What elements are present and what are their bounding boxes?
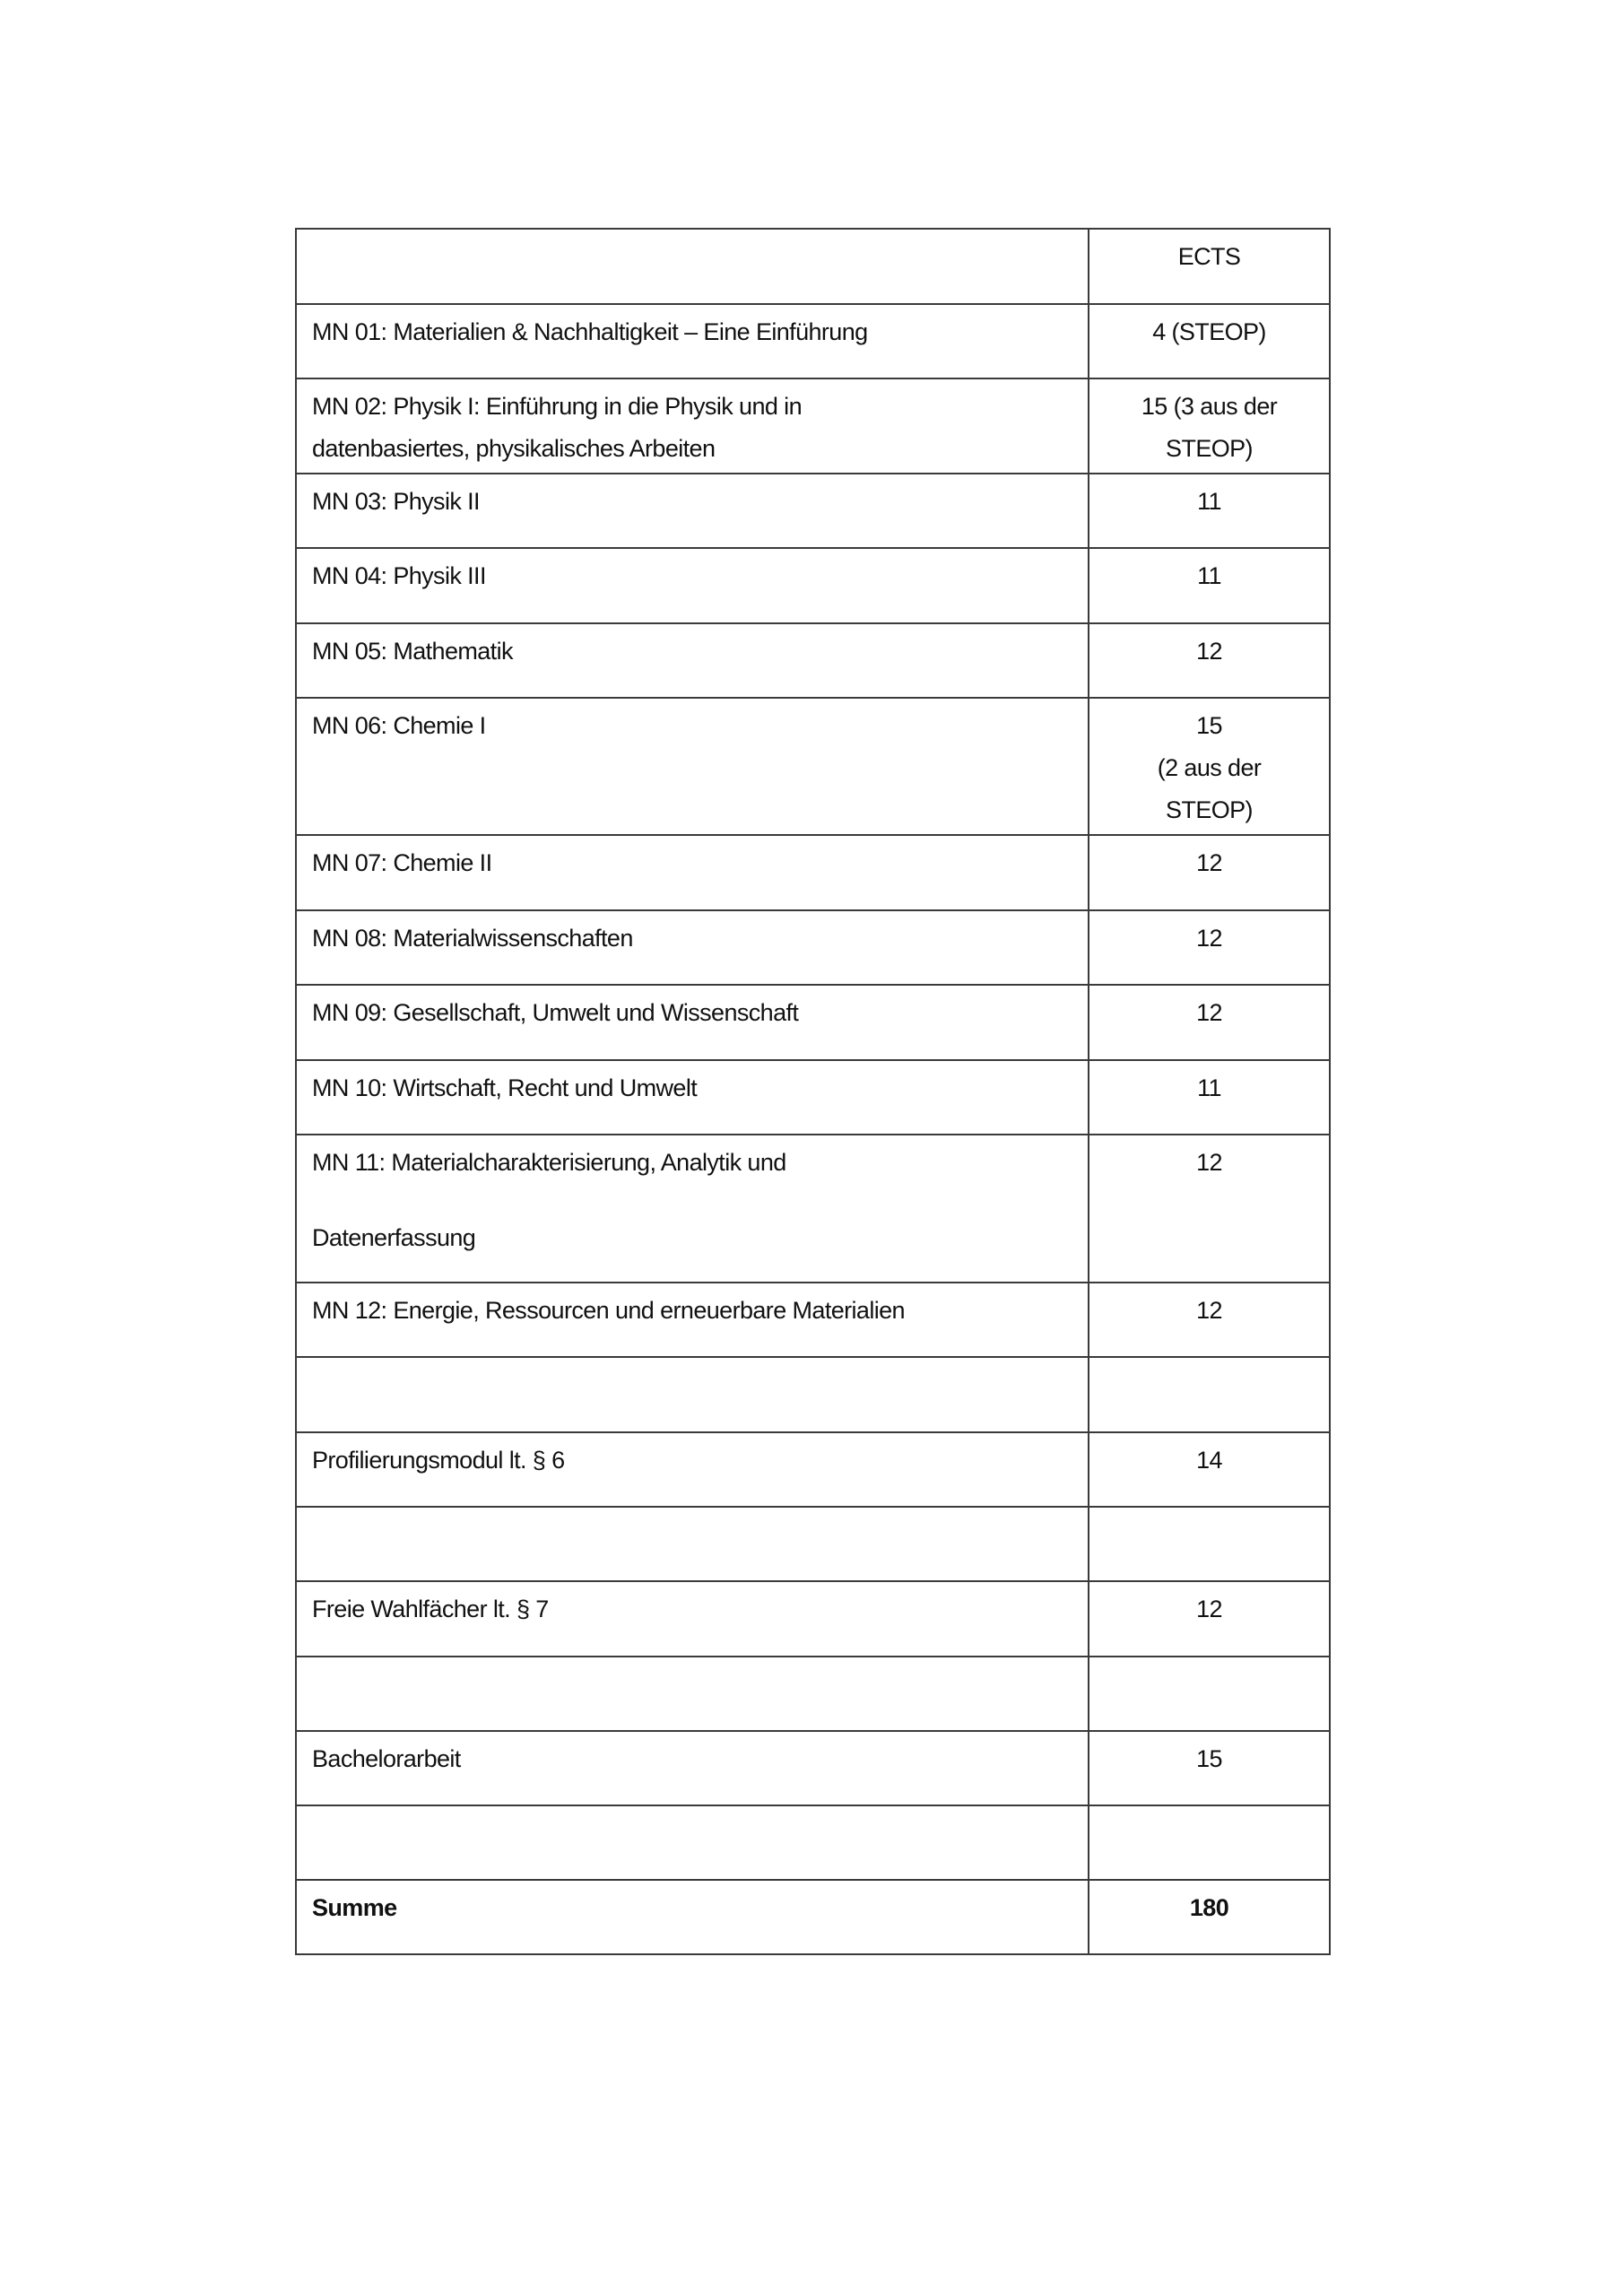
ects-value xyxy=(1089,1367,1329,1409)
module-cell xyxy=(296,1731,1089,1805)
module-name xyxy=(312,1666,1088,1709)
ects-cell xyxy=(1089,304,1330,378)
ects-cell xyxy=(1089,985,1330,1060)
ects-cell xyxy=(1089,1060,1330,1135)
table-row xyxy=(296,548,1330,623)
module-cell xyxy=(296,1432,1089,1507)
table-row xyxy=(296,1135,1330,1283)
table-row xyxy=(296,378,1330,474)
ects-value: 15 (3 aus der xyxy=(1141,393,1278,420)
table-row xyxy=(296,623,1330,698)
ects-cell xyxy=(1089,378,1330,474)
ects-value: 15 xyxy=(1196,712,1222,739)
ects-table xyxy=(295,228,1331,1955)
ects-value xyxy=(1089,1666,1329,1709)
total-value: 180 xyxy=(1189,1894,1229,1921)
ects-cell xyxy=(1089,1135,1330,1283)
table-row xyxy=(296,910,1330,985)
total-row xyxy=(296,1880,1330,1954)
module-name-cont: Datenerfassung xyxy=(312,1224,476,1251)
module-name: MN 05: Mathematik xyxy=(312,638,513,665)
ects-cell xyxy=(1089,1731,1330,1805)
module-name: MN 03: Physik II xyxy=(312,488,480,515)
ects-cell xyxy=(1089,835,1330,910)
module-name xyxy=(312,1815,1088,1857)
column-header-ects: ECTS xyxy=(1177,243,1241,270)
empty-row xyxy=(296,1357,1330,1432)
ects-value-cont: (2 aus der xyxy=(1157,754,1262,781)
empty-cell xyxy=(1089,1805,1330,1880)
total-value-cell xyxy=(1089,1880,1330,1954)
ects-value: 11 xyxy=(1197,562,1221,589)
ects-value: 4 (STEOP) xyxy=(1152,318,1266,345)
empty-cell xyxy=(296,1805,1089,1880)
total-label-cell xyxy=(296,1880,1089,1954)
module-cell xyxy=(296,378,1089,474)
module-name xyxy=(312,1367,1088,1409)
ects-value xyxy=(1089,1815,1329,1857)
empty-row xyxy=(296,1657,1330,1731)
empty-cell xyxy=(1089,1357,1330,1432)
ects-cell xyxy=(1089,1432,1330,1507)
table-row xyxy=(296,835,1330,910)
empty-cell xyxy=(296,1657,1089,1731)
module-name-cont: datenbasiertes, physikalisches Arbeiten xyxy=(312,435,716,462)
table-header-row xyxy=(296,229,1330,304)
module-cell xyxy=(296,985,1089,1060)
module-name: MN 06: Chemie I xyxy=(312,712,486,739)
ects-value: 11 xyxy=(1197,1074,1221,1101)
empty-row xyxy=(296,1805,1330,1880)
module-name xyxy=(312,1517,1088,1559)
header-blank-cell xyxy=(296,229,1089,304)
table-row xyxy=(296,698,1330,835)
module-name: MN 04: Physik III xyxy=(312,562,486,589)
table-row xyxy=(296,1731,1330,1805)
ects-value: 15 xyxy=(1196,1745,1222,1772)
table-row xyxy=(296,1060,1330,1135)
ects-value xyxy=(1089,1517,1329,1559)
module-cell xyxy=(296,1581,1089,1657)
ects-value: 12 xyxy=(1196,999,1222,1026)
ects-cell xyxy=(1089,623,1330,698)
ects-cell xyxy=(1089,1581,1330,1657)
module-name: Bachelorarbeit xyxy=(312,1745,461,1772)
module-cell xyxy=(296,474,1089,548)
ects-cell xyxy=(1089,1283,1330,1357)
module-cell xyxy=(296,1135,1089,1283)
empty-row xyxy=(296,1507,1330,1581)
module-cell xyxy=(296,698,1089,835)
module-cell xyxy=(296,304,1089,378)
module-name: MN 11: Materialcharakterisierung, Analytik und xyxy=(312,1149,786,1176)
module-name: MN 07: Chemie II xyxy=(312,849,492,876)
module-cell xyxy=(296,1283,1089,1357)
ects-cell xyxy=(1089,548,1330,623)
ects-value-cont: STEOP) xyxy=(1166,435,1253,462)
module-cell xyxy=(296,910,1089,985)
empty-cell xyxy=(1089,1657,1330,1731)
ects-value: 12 xyxy=(1196,925,1222,952)
table-row xyxy=(296,985,1330,1060)
ects-value: 11 xyxy=(1197,488,1221,515)
module-name: Profilierungsmodul lt. § 6 xyxy=(312,1447,565,1474)
ects-cell xyxy=(1089,910,1330,985)
module-name: MN 09: Gesellschaft, Umwelt und Wissenschaft xyxy=(312,999,799,1026)
header-ects-cell xyxy=(1089,229,1330,304)
total-label: Summe xyxy=(312,1894,397,1921)
table-row xyxy=(296,1283,1330,1357)
module-cell xyxy=(296,1060,1089,1135)
table-row xyxy=(296,474,1330,548)
module-name: MN 10: Wirtschaft, Recht und Umwelt xyxy=(312,1074,698,1101)
ects-cell xyxy=(1089,474,1330,548)
ects-value: 12 xyxy=(1196,849,1222,876)
ects-value-cont: STEOP) xyxy=(1166,796,1253,823)
module-name: MN 08: Materialwissenschaften xyxy=(312,925,633,952)
module-name: Freie Wahlfächer lt. § 7 xyxy=(312,1596,549,1622)
module-name: MN 02: Physik I: Einführung in die Physik und in xyxy=(312,393,802,420)
empty-cell xyxy=(296,1357,1089,1432)
table-row xyxy=(296,304,1330,378)
module-cell xyxy=(296,623,1089,698)
ects-value: 12 xyxy=(1196,1297,1222,1324)
ects-cell xyxy=(1089,698,1330,835)
module-cell xyxy=(296,548,1089,623)
table-row xyxy=(296,1432,1330,1507)
ects-value: 12 xyxy=(1196,638,1222,665)
module-name: MN 12: Energie, Ressourcen und erneuerbare Materialien xyxy=(312,1297,905,1324)
module-cell xyxy=(296,835,1089,910)
table-row xyxy=(296,1581,1330,1657)
module-name: MN 01: Materialien & Nachhaltigkeit – Eine Einführung xyxy=(312,318,868,345)
ects-value: 12 xyxy=(1196,1596,1222,1622)
empty-cell xyxy=(296,1507,1089,1581)
ects-value: 12 xyxy=(1196,1149,1222,1176)
empty-cell xyxy=(1089,1507,1330,1581)
ects-value: 14 xyxy=(1196,1447,1222,1474)
